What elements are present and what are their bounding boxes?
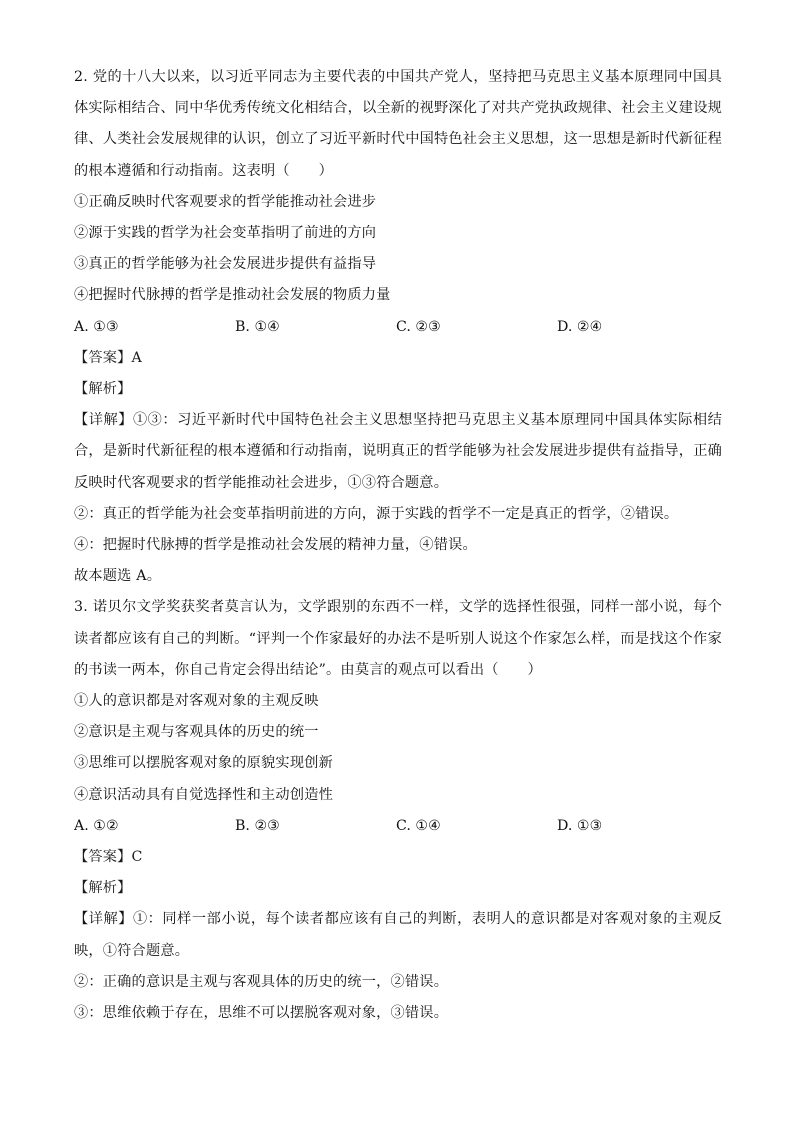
- q2-detail-1: 【详解】①③：习近平新时代中国特色社会主义思想坚持把马克思主义基本原理同中国具体实际相结合，是新时代新征程的根本遵循和行动指南，说明真正的哲学能够为社会发展进步提供有益指导，正确反映时代客观要求的哲学能推动社会进步，①③符合题意。: [74, 412, 722, 491]
- q3-stem: 3. 诺贝尔文学奖获奖者莫言认为，文学跟别的东西不一样，文学的选择性很强，同样一部小说，每个读者都应该有自己的判断。“评判一个作家最好的办法不是听别人说这个作家怎么样，而是找这个作家的书读一两本，你自己肯定会得出结论”。由莫言的观点可以看出（ ）: [74, 599, 722, 678]
- q3-detail-1: 【详解】①：同样一部小说，每个读者都应该有自己的判断，表明人的意识都是对客观对象的主观反映，①符合题意。: [74, 911, 722, 959]
- q3-analysis-label: 【解析】: [74, 880, 132, 897]
- q3-statement-2: ②意识是主观与客观具体的历史的统一: [74, 724, 319, 741]
- q2-conclusion: 故本题选 A。: [74, 568, 162, 585]
- q2-statement-1: ①正确反映时代客观要求的哲学能推动社会进步: [74, 193, 377, 210]
- q2-option-b: B. ①④: [235, 318, 280, 335]
- q2-statement-4: ④把握时代脉搏的哲学是推动社会发展的物质力量: [74, 287, 391, 304]
- q2-option-d: D. ②④: [557, 318, 603, 335]
- q3-options: [74, 811, 722, 842]
- q2-option-c: C. ②③: [396, 318, 441, 335]
- q2-stem: 2. 党的十八大以来，以习近平同志为主要代表的中国共产党人，坚持把马克思主义基本原理同中国具体实际相结合、同中华优秀传统文化相结合，以全新的视野深化了对共产党执政规律、社会主义建设规律、人类社会发展规律的认识，创立了习近平新时代中国特色社会主义思想，这一思想是新时代新征程的根本遵循和行动指南。这表明（ ）: [74, 69, 722, 179]
- q2-analysis-label: 【解析】: [74, 381, 132, 398]
- q3-detail-3: ③：思维依赖于存在，思维不可以摆脱客观对象，③错误。: [74, 1005, 449, 1022]
- q2-options: [74, 312, 722, 343]
- q3-statement-1: ①人的意识都是对客观对象的主观反映: [74, 693, 319, 710]
- q2-option-a: A. ①③: [74, 318, 119, 335]
- q3-answer: 【答案】C: [74, 849, 143, 866]
- q2-statement-2: ②源于实践的哲学为社会变革指明了前进的方向: [74, 225, 377, 242]
- q3-statement-3: ③思维可以摆脱客观对象的原貌实现创新: [74, 755, 333, 772]
- q2-answer: 【答案】A: [74, 349, 142, 366]
- q3-option-a: A. ①②: [74, 817, 119, 834]
- q3-option-d: D. ①③: [557, 817, 603, 834]
- document-body: [74, 62, 722, 1029]
- q3-detail-2: ②：正确的意识是主观与客观具体的历史的统一，②错误。: [74, 973, 449, 990]
- q3-option-b: B. ②③: [235, 817, 280, 834]
- q2-detail-2: ②：真正的哲学能为社会变革指明前进的方向，源于实践的哲学不一定是真正的哲学，②错误。: [74, 505, 679, 522]
- q3-statement-4: ④意识活动具有自觉选择性和主动创造性: [74, 786, 333, 803]
- q2-statement-3: ③真正的哲学能够为社会发展进步提供有益指导: [74, 256, 377, 273]
- q2-detail-3: ④：把握时代脉搏的哲学是推动社会发展的精神力量，④错误。: [74, 537, 477, 554]
- q3-option-c: C. ①④: [396, 817, 441, 834]
